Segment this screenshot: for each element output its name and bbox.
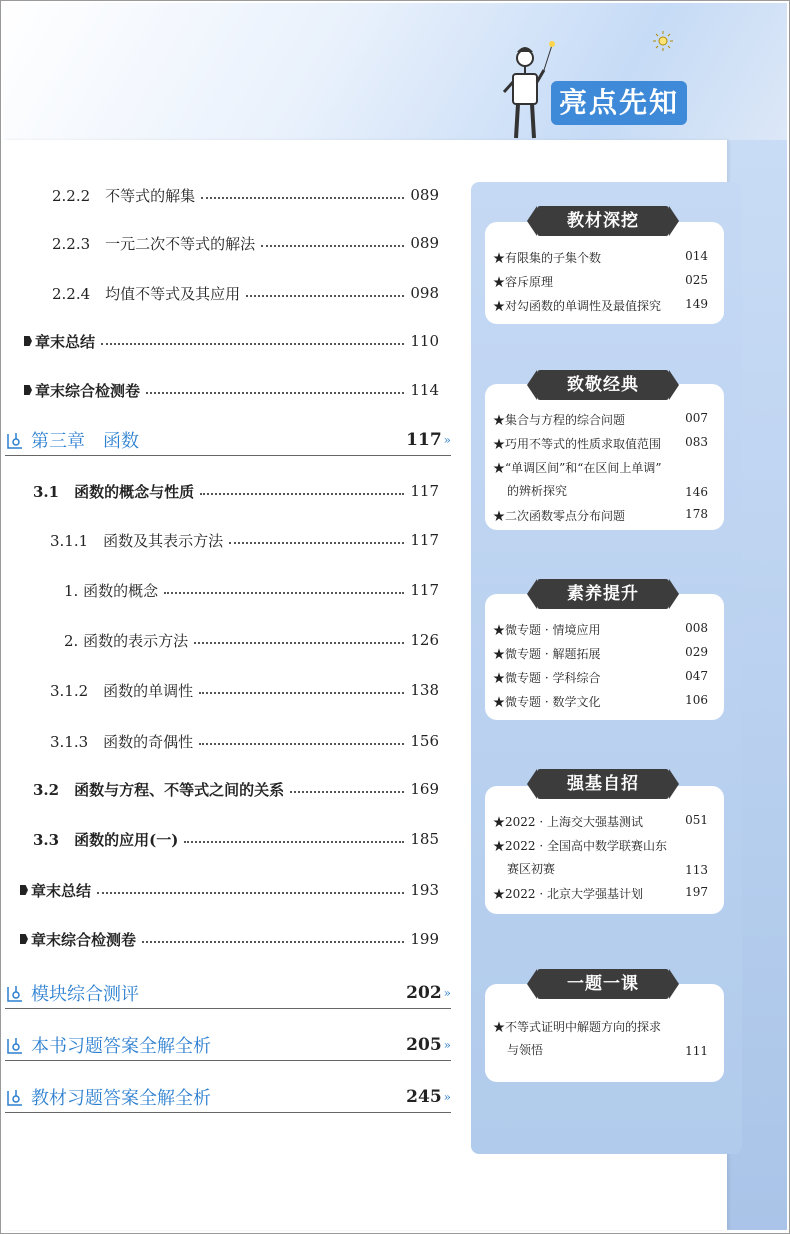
item-text: ★容斥原理 — [493, 275, 554, 289]
toc-label: 2.2.2 不等式的解集 — [52, 186, 196, 205]
chapter-title: 模块综合测评 — [31, 984, 139, 1005]
item-text: ★对勾函数的单调性及最值探究 — [493, 299, 662, 313]
toc-page: 245 — [406, 1087, 442, 1107]
item-text: ★“单调区间”和“在区间上单调” — [493, 461, 662, 475]
toc-page: 185 — [410, 830, 439, 848]
toc-page: 110 — [410, 332, 439, 350]
item-page: 025 — [685, 273, 708, 287]
item-text: ★不等式证明中解题方向的探求 — [493, 1020, 662, 1034]
toc-page: 169 — [410, 780, 439, 798]
toc-page: 098 — [410, 284, 439, 302]
item-text: ★2022 · 北京大学强基计划 — [493, 887, 643, 901]
toc-label: 3.1.1 函数及其表示方法 — [50, 531, 224, 550]
item-page: 106 — [685, 693, 708, 707]
toc-page: 089 — [410, 234, 439, 252]
chapter-title: 第三章 函数 — [31, 431, 139, 452]
toc-page: 117 — [410, 581, 439, 599]
section-title: 教材深挖 — [537, 206, 669, 236]
item-text-line2: 的辨析探究 — [507, 484, 568, 498]
toc-page: 089 — [410, 186, 439, 204]
toc-page: 199 — [410, 930, 439, 948]
chevron-right-icon: » — [443, 433, 451, 447]
item-page: 178 — [685, 507, 708, 521]
item-page: 149 — [685, 297, 708, 311]
toc-label: 3.1.2 函数的单调性 — [50, 681, 194, 700]
toc-page: 117 — [410, 482, 439, 500]
item-text: ★微专题 · 解题拓展 — [493, 647, 601, 661]
item-text-line2: 与领悟 — [507, 1043, 544, 1057]
toc-page: 114 — [410, 381, 439, 399]
item-text: ★2022 · 上海交大强基测试 — [493, 815, 643, 829]
toc-label: 3.1 函数的概念与性质 — [33, 482, 195, 501]
toc-label: 3.2 函数与方程、不等式之间的关系 — [33, 780, 285, 799]
toc-label: 章末综合检测卷 — [35, 381, 141, 400]
toc-page: 117 — [410, 531, 439, 549]
item-text: ★有限集的子集个数 — [493, 251, 602, 265]
toc-label: 1. 函数的概念 — [64, 581, 159, 600]
toc-label: 2.2.4 均值不等式及其应用 — [52, 284, 241, 303]
toc-label: 2. 函数的表示方法 — [64, 631, 189, 650]
item-page: 047 — [685, 669, 708, 683]
item-page: 007 — [685, 411, 708, 425]
section-title: 一题一课 — [537, 969, 669, 999]
item-page: 051 — [685, 813, 708, 827]
toc-page: 202 — [406, 983, 442, 1003]
toc-label: 3.3 函数的应用(一) — [33, 830, 179, 849]
item-text-line2: 赛区初赛 — [507, 862, 556, 876]
item-page: 008 — [685, 621, 708, 635]
toc-page: 126 — [410, 631, 439, 649]
item-text: ★2022 · 全国高中数学联赛山东 — [493, 839, 667, 853]
toc-page: 205 — [406, 1035, 442, 1055]
item-text: ★巧用不等式的性质求取值范围 — [493, 437, 662, 451]
toc-label: 章末总结 — [35, 332, 96, 351]
chapter-title: 教材习题答案全解全析 — [31, 1088, 211, 1109]
toc-page: 193 — [410, 881, 439, 899]
toc-page: 117 — [406, 430, 442, 450]
chapter-title: 本书习题答案全解全析 — [31, 1036, 211, 1057]
chevron-right-icon: » — [443, 986, 451, 1000]
toc-label: 3.1.3 函数的奇偶性 — [50, 732, 194, 751]
item-page: 113 — [685, 863, 708, 877]
toc-label: 章末综合检测卷 — [31, 930, 137, 949]
item-page: 111 — [685, 1044, 708, 1058]
toc-page: 156 — [410, 732, 439, 750]
item-text: ★集合与方程的综合问题 — [493, 413, 626, 427]
section-title: 素养提升 — [537, 579, 669, 609]
toc-page: 138 — [410, 681, 439, 699]
item-text: ★微专题 · 情境应用 — [493, 623, 601, 637]
item-page: 083 — [685, 435, 708, 449]
toc-label: 2.2.3 一元二次不等式的解法 — [52, 234, 256, 253]
item-text: ★微专题 · 学科综合 — [493, 671, 601, 685]
section-title: 强基自招 — [537, 769, 669, 799]
item-text: ★微专题 · 数学文化 — [493, 695, 601, 709]
toc-label: 章末总结 — [31, 881, 92, 900]
item-page: 029 — [685, 645, 708, 659]
item-page: 146 — [685, 485, 708, 499]
item-text: ★二次函数零点分布问题 — [493, 509, 626, 523]
chevron-right-icon: » — [443, 1090, 451, 1104]
section-title: 致敬经典 — [537, 370, 669, 400]
page-title-badge: 亮点先知 — [551, 81, 687, 125]
chevron-right-icon: » — [443, 1038, 451, 1052]
item-page: 197 — [685, 885, 708, 899]
item-page: 014 — [685, 249, 708, 263]
